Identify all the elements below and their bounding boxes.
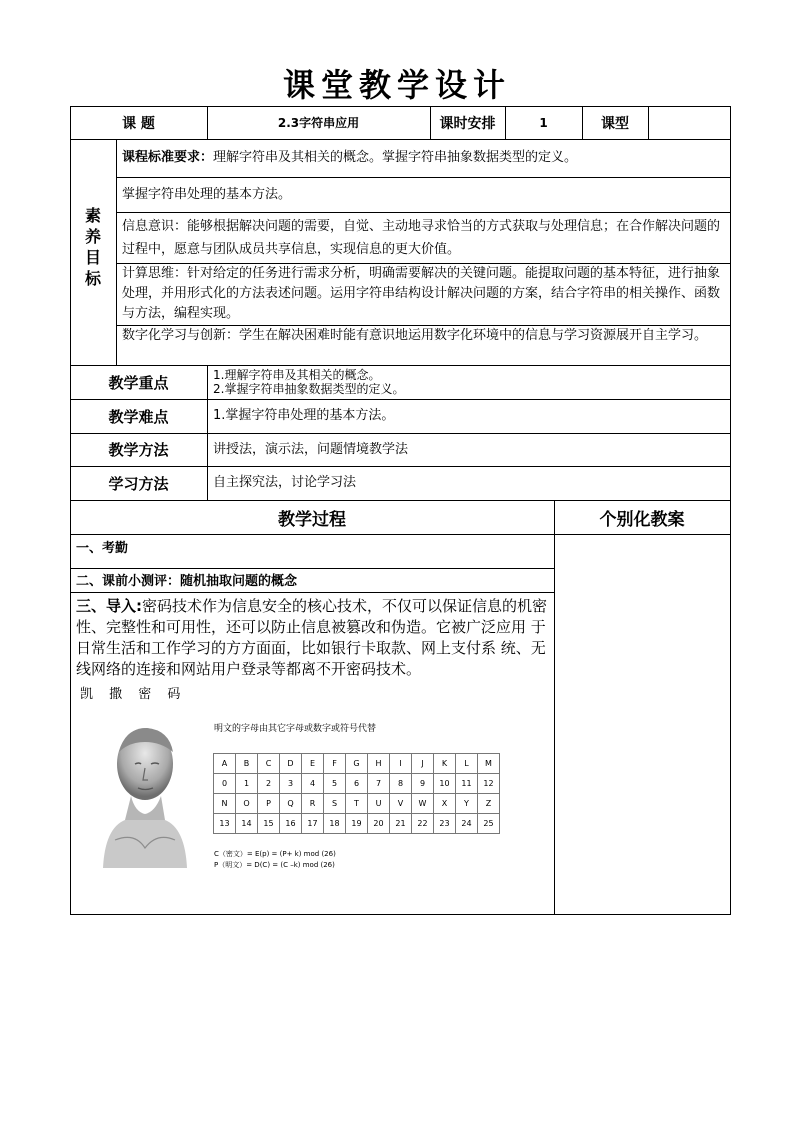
cipher-cell: I [390, 754, 412, 774]
cipher-cell: L [456, 754, 478, 774]
cipher-row [214, 754, 500, 774]
cipher-cell: W [412, 794, 434, 814]
page-title: 课堂教学设计 [282, 66, 511, 104]
cipher-cell: 3 [280, 774, 302, 794]
cipher-cell: 6 [346, 774, 368, 794]
teaching-method-text: 讲授法，演示法，问题情境教学法 [213, 441, 409, 457]
cipher-cell: M [478, 754, 500, 774]
cipher-cell: Y [456, 794, 478, 814]
cipher-cell: 19 [346, 814, 368, 834]
cipher-cell: 2 [258, 774, 280, 794]
cipher-cell: H [368, 754, 390, 774]
cipher-cell: V [390, 794, 412, 814]
literacy-char: 素 [84, 206, 101, 225]
learning-method-text: 自主探究法，讨论学习法 [213, 475, 357, 490]
cipher-cell: 20 [368, 814, 390, 834]
cipher-cell: 24 [456, 814, 478, 834]
cipher-cell: 14 [236, 814, 258, 834]
topic-value: 2.3字符串应用 [277, 115, 360, 130]
learning-method-label: 学习方法 [108, 474, 169, 493]
key-point-item: 2.掌握字符串抽象数据类型的定义。 [213, 382, 405, 396]
cipher-cell: 9 [412, 774, 434, 794]
formula-encrypt: C（密文）= E(p) = (P+ k) mod (26) [214, 850, 336, 858]
cipher-cell: T [346, 794, 368, 814]
topic-label: 课 题 [122, 115, 155, 132]
cipher-cell: 4 [302, 774, 324, 794]
cipher-table [213, 753, 500, 834]
cipher-cell: 10 [434, 774, 456, 794]
cipher-cell: 7 [368, 774, 390, 794]
cipher-cell: 11 [456, 774, 478, 794]
cipher-cell: 8 [390, 774, 412, 794]
cipher-cell: P [258, 794, 280, 814]
step-intro-label: 三、导入: [76, 597, 142, 615]
cipher-cell: 5 [324, 774, 346, 794]
cipher-cell: 13 [214, 814, 236, 834]
cipher-cell: X [434, 794, 456, 814]
cipher-cell: 22 [412, 814, 434, 834]
cipher-cell: S [324, 794, 346, 814]
cipher-cell: 16 [280, 814, 302, 834]
schedule-value: 1 [539, 115, 548, 130]
curriculum-requirement [116, 145, 583, 171]
teaching-method-label: 教学方法 [108, 441, 169, 459]
cipher-cell: Z [478, 794, 500, 814]
cipher-cell: E [302, 754, 324, 774]
cipher-label: 凯 撒 密 码 [80, 687, 187, 702]
step-pretest: 二、课前小测评：随机抽取问题的概念 [76, 574, 298, 589]
type-label: 课型 [601, 115, 629, 132]
cipher-row [214, 774, 500, 794]
cipher-cell: C [258, 754, 280, 774]
cipher-cell: R [302, 794, 324, 814]
cipher-cell: 0 [214, 774, 236, 794]
formula-decrypt: P（明文）= D(C) = (C –k) mod (26) [214, 861, 335, 869]
cipher-row [214, 814, 500, 834]
process-title: 教学过程 [278, 509, 346, 530]
info-awareness: 信息意识：能够根据解决问题的需要，自觉、主动地寻求恰当的方式获取与处理信息；在合作解决问题的过程中，愿意与团队成员共享信息，实现信息的更大价值。 [122, 218, 721, 257]
cipher-cell: 25 [478, 814, 500, 834]
curriculum-text: 理解字符串及其相关的概念。掌握字符串抽象数据类型的定义。 [213, 150, 578, 165]
cipher-cell: A [214, 754, 236, 774]
cipher-cell: 21 [390, 814, 412, 834]
cipher-cell: D [280, 754, 302, 774]
cipher-cell: 18 [324, 814, 346, 834]
literacy-char: 目 [84, 248, 101, 267]
difficulty-text: 1.掌握字符串处理的基本方法。 [213, 408, 395, 423]
cipher-cell: B [236, 754, 258, 774]
cipher-cell: U [368, 794, 390, 814]
cipher-cell: G [346, 754, 368, 774]
individual-plan-title: 个别化教案 [599, 509, 685, 530]
method-goal: 掌握字符串处理的基本方法。 [122, 186, 292, 202]
step-intro [70, 594, 554, 682]
literacy-label [70, 205, 116, 289]
difficulty-label: 教学难点 [108, 407, 169, 426]
cipher-caption: 明文的字母由其它字母或数字或符号代替 [214, 724, 377, 734]
step-intro-text: 密码技术作为信息安全的核心技术，不仅可以保证信息的机密 性、完整性和可用性，还可以防止信息被篡改和伪造。它被广泛应用 于日常生活和工作学习的方方面面，比如银行卡取款、网上支付系 统、无线网络的连接和网站用户登录等都离不开密码技术。 [76, 597, 548, 678]
cipher-cell: K [434, 754, 456, 774]
schedule-label: 课时安排 [439, 115, 496, 132]
curriculum-label: 课程标准要求： [122, 150, 214, 165]
cipher-cell: F [324, 754, 346, 774]
cipher-cell: 12 [478, 774, 500, 794]
literacy-char: 标 [84, 269, 101, 288]
cipher-cell: 15 [258, 814, 280, 834]
cipher-cell: N [214, 794, 236, 814]
cipher-cell: 1 [236, 774, 258, 794]
cipher-cell: J [412, 754, 434, 774]
step-attendance: 一、考勤 [76, 541, 129, 556]
digital-learning: 数字化学习与创新：学生在解决困难时能有意识地运用数字化环境中的信息与学习资源展开自主学习。 [122, 328, 708, 343]
cipher-cell: 23 [434, 814, 456, 834]
caesar-bust-image [95, 720, 191, 868]
literacy-char: 养 [84, 227, 101, 246]
key-points-label: 教学重点 [108, 373, 169, 392]
cipher-cell: 17 [302, 814, 324, 834]
cipher-row [214, 794, 500, 814]
key-point-item: 1.理解字符串及其相关的概念。 [213, 368, 381, 382]
cipher-cell: Q [280, 794, 302, 814]
computational-thinking: 计算思维：针对给定的任务进行需求分析，明确需要解决的关键问题。能提取问题的基本特征，进行抽象处理，并用形式化的方法表述问题。运用字符串结构设计解决问题的方案，结合字符串的相关操作、函数与方法，编程实现。 [122, 266, 721, 321]
cipher-cell: O [236, 794, 258, 814]
